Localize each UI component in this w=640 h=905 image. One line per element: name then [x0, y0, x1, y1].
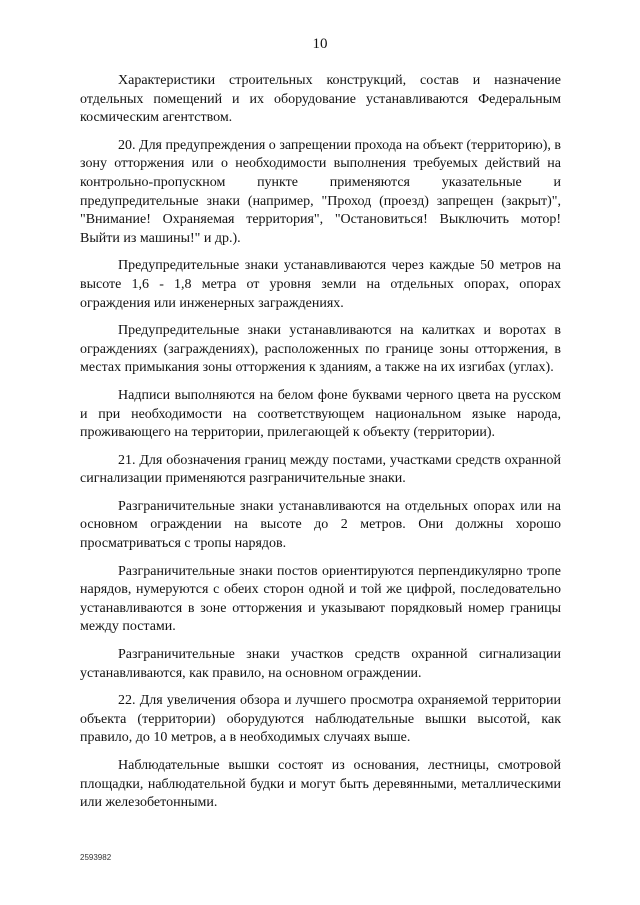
paragraph: Надписи выполняются на белом фоне буквами черного цвета на русском и при необходимости на соответствующем национальном языке народа, проживающего на территории, прилегающей к объекту (территории).	[80, 387, 561, 441]
paragraph: 22. Для увеличения обзора и лучшего просмотра охраняемой территории объекта (территории) оборудуются наблюдательные вышки высотой, как правило, до 10 метров, а в необходимых случаях выше.	[80, 693, 561, 746]
document-code: 2593982	[80, 853, 112, 862]
page-number: 10	[312, 36, 328, 52]
paragraph: Разграничительные знаки участков средств охранной сигнализации устанавливаются, как правило, на основном ограждении.	[80, 647, 561, 681]
paragraph: Предупредительные знаки устанавливаются на калитках и воротах в ограждениях (заграждениях), расположенных по границе зоны отторжения, в местах примыкания зоны отторжения к зданиям, а также на их изгибах (углах).	[80, 323, 561, 376]
paragraph: Характеристики строительных конструкций, состав и назначение отдельных помещений и их оборудование устанавливаются Федеральным космическим агентством.	[80, 73, 561, 126]
body-text	[80, 72, 561, 822]
paragraph: 20. Для предупреждения о запрещении прохода на объект (территорию), в зону отторжения или о необходимости выполнения требуемых действий на контрольно-пропускном пункте применяются указательные и предупредительные знаки (например, "Проход (проезд) запрещен (закрыт)", "Внимание! Охраняемая территория", "Остановиться! Выключить мотор! Выйти из машины!" и др.).	[80, 137, 561, 246]
paragraph: 21. Для обозначения границ между постами, участками средств охранной сигнализации применяются разграничительные знаки.	[80, 452, 561, 487]
paragraph: Разграничительные знаки постов ориентируются перпендикулярно тропе нарядов, нумеруются с обеих сторон одной и той же цифрой, последовательно устанавливаются в зоне отторжения и указывают порядковый номер границы между постами.	[80, 563, 561, 635]
paragraph: Предупредительные знаки устанавливаются через каждые 50 метров на высоте 1,6 - 1,8 метра от уровня земли на отдельных опорах, опорах ограждения или инженерных заграждениях.	[80, 258, 561, 311]
paragraph: Наблюдательные вышки состоят из основания, лестницы, смотровой площадки, наблюдательной будки и могут быть деревянными, металлическими или железобетонными.	[80, 758, 561, 811]
paragraph: Разграничительные знаки устанавливаются на отдельных опорах или на основном ограждении на высоте до 2 метров. Они должны хорошо просматриваться с тропы нарядов.	[80, 498, 561, 552]
